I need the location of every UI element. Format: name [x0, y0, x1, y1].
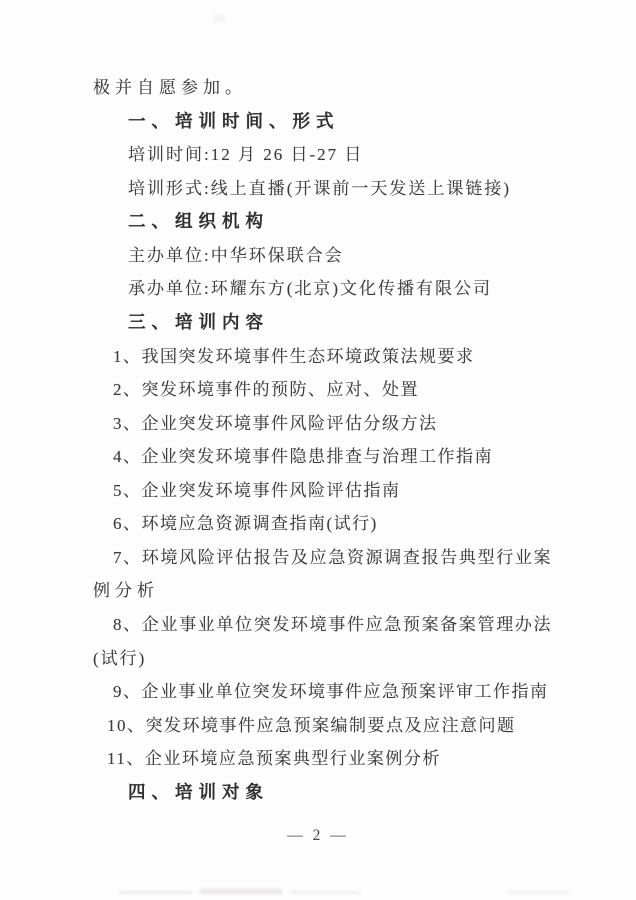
document-body: [93, 71, 551, 809]
list-item-7: 7、环境风险评估报告及应急资源调查报告典型行业案: [113, 547, 551, 567]
list-item-8: 8、企业事业单位突发环境事件应急预案备案管理办法: [113, 615, 551, 634]
scan-artifact: [508, 891, 570, 894]
list-item-3: 3、企业突发环境事件风险评估分级方法: [113, 413, 438, 433]
list-item-8-continuation: (试行): [93, 648, 147, 668]
scan-artifact: [200, 889, 282, 894]
paragraph-continuation: 极并自愿参加。: [93, 78, 247, 97]
section-heading-1: 一、培训时间、形式: [128, 110, 340, 131]
section-heading-3: 三、培训内容: [128, 311, 269, 332]
scan-artifact: [214, 14, 224, 22]
scan-artifact: [120, 891, 192, 894]
list-item-5: 5、企业突发环境事件风险评估指南: [113, 480, 401, 500]
scan-artifact: [290, 891, 360, 894]
list-item-7-continuation: 例分析: [93, 581, 159, 601]
field-training-time: 培训时间:12 月 26 日-27 日: [128, 145, 364, 165]
list-item-9: 9、企业事业单位突发环境事件应急预案评审工作指南: [113, 682, 549, 702]
list-item-10: 10、突发环境事件应急预案编制要点及应注意问题: [107, 715, 516, 735]
list-item-6: 6、环境应急资源调查指南(试行): [113, 514, 378, 534]
page-number: — 2 —: [287, 827, 349, 844]
list-item-11: 11、企业环境应急预案典型行业案例分析: [107, 749, 441, 769]
field-host-unit: 主办单位:中华环保联合会: [128, 245, 344, 265]
section-heading-2: 二、组织机构: [128, 211, 269, 232]
field-organizer-unit: 承办单位:环耀东方(北京)文化传播有限公司: [128, 279, 493, 299]
list-item-1: 1、我国突发环境事件生态环境政策法规要求: [113, 346, 475, 366]
field-training-format: 培训形式:线上直播(开课前一天发送上课链接): [128, 178, 512, 198]
list-item-4: 4、企业突发环境事件隐患排查与治理工作指南: [113, 447, 493, 467]
page-footer: [0, 827, 636, 845]
list-item-2: 2、突发环境事件的预防、应对、处置: [113, 380, 419, 400]
section-heading-4: 四、培训对象: [128, 781, 269, 802]
